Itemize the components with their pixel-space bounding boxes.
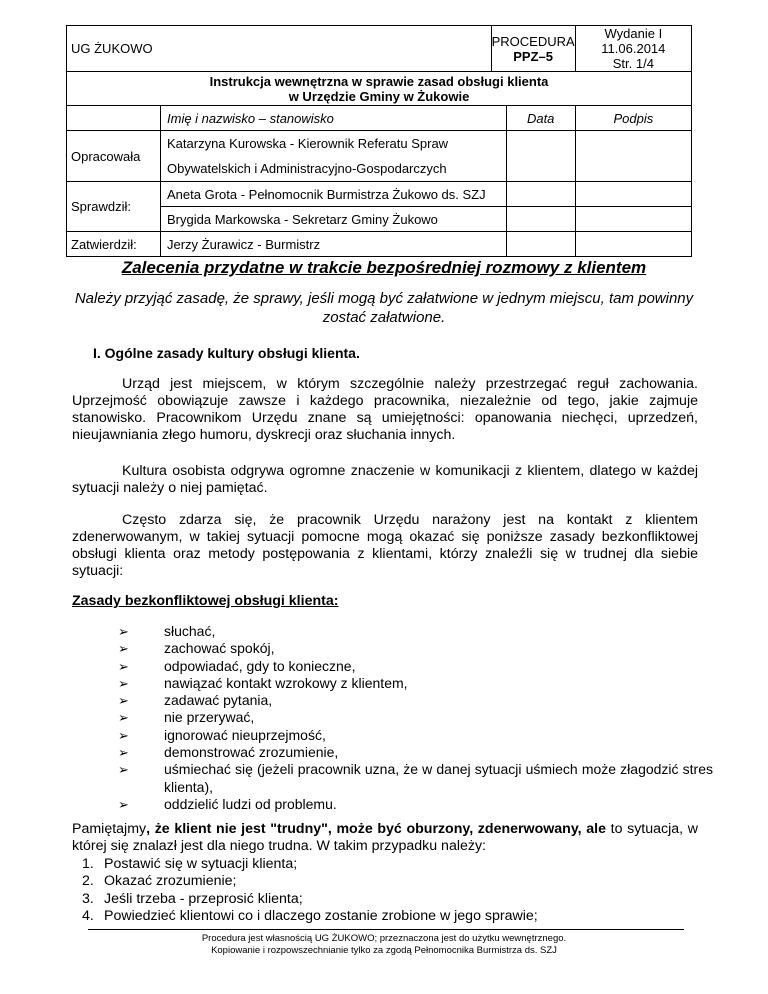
step-item xyxy=(82,873,702,890)
list-item-text: zachować spokój, xyxy=(164,640,275,657)
rules-list xyxy=(118,623,713,813)
list-item xyxy=(118,709,713,726)
list-item xyxy=(118,744,713,761)
list-item-text: odpowiadać, gdy to konieczne, xyxy=(164,657,356,674)
date-cell xyxy=(506,207,575,232)
list-item xyxy=(118,675,713,692)
list-item xyxy=(118,761,713,796)
instruction-title: Instrukcja wewnętrzna w sprawie zasad obsługi klienta w Urzędzie Gminy w Żukowie xyxy=(67,72,692,106)
arrow-bullet-icon: ➢ xyxy=(118,693,129,709)
sign-cell xyxy=(575,182,691,207)
arrow-bullet-icon: ➢ xyxy=(118,624,129,639)
list-item-text: zadawać pytania, xyxy=(164,692,273,709)
step-number: 4. xyxy=(82,907,94,924)
prepared-person-1: Katarzyna Kurowska - Kierownik Referatu Spraw xyxy=(161,131,507,157)
col-date-header: Data xyxy=(506,106,575,131)
step-item xyxy=(82,856,702,873)
list-item-text: ignorować nieuprzejmość, xyxy=(164,726,326,743)
approved-person: Jerzy Żurawicz - Burmistrz xyxy=(161,232,507,257)
arrow-bullet-icon: ➢ xyxy=(118,796,129,812)
arrow-bullet-icon: ➢ xyxy=(118,762,129,778)
step-text: Powiedzieć klientowi co i dlaczego zostanie zrobione w jego sprawie; xyxy=(104,907,538,924)
checked-person-1: Aneta Grota - Pełnomocnik Burmistrza Żukowo ds. SZJ xyxy=(161,182,507,207)
step-item xyxy=(82,908,702,925)
paragraph-3: Często zdarza się, że pracownik Urzędu narażony jest na kontakt z klientem zdenerwowanym, w takiej sytuacji pomocne mogą okazać się poniższe zasady bezkonfliktowej obsługi klienta oraz metody postępowania z klientami, którzy znaleźli się w trudnej dla siebie sytuacji: xyxy=(72,512,698,579)
list-item-text: demonstrować zrozumienie, xyxy=(164,744,339,761)
prepared-person-2: Obywatelskich i Administracyjno-Gospodarczych xyxy=(161,156,507,182)
section-heading: I. Ogólne zasady kultury obsługi klienta. xyxy=(93,345,360,361)
label-checked: Sprawdził: xyxy=(67,182,161,232)
arrow-bullet-icon: ➢ xyxy=(118,727,129,743)
arrow-bullet-icon: ➢ xyxy=(118,658,129,674)
col-sign-header: Podpis xyxy=(575,106,691,131)
list-item-text: oddzielić ludzi od problemu. xyxy=(164,795,337,812)
arrow-bullet-icon: ➢ xyxy=(118,745,129,761)
checked-person-2: Brygida Markowska - Sekretarz Gminy Żukowo xyxy=(161,207,507,232)
arrow-bullet-icon: ➢ xyxy=(118,710,129,726)
paragraph-2: Kultura osobista odgrywa ogromne znaczenie w komunikacji z klientem, dlatego w każdej sytuacji należy o niej pamiętać. xyxy=(72,463,698,496)
list-item xyxy=(118,692,713,709)
footer-divider xyxy=(88,929,684,930)
arrow-bullet-icon: ➢ xyxy=(118,641,129,657)
list-item xyxy=(118,796,713,813)
sign-cell xyxy=(575,207,691,232)
motto: Należy przyjąć zasadę, że sprawy, jeśli mogą być załatwione w jednym miejscu, tam powinny zostać załatwione. xyxy=(74,290,694,326)
org-name: UG ŻUKOWO xyxy=(67,26,492,72)
list-item-text: uśmiechać się (jeżeli pracownik uzna, że w danej sytuacji uśmiech może złagodzić stres klienta), xyxy=(164,761,713,795)
list-item xyxy=(118,623,713,640)
list-item xyxy=(118,640,713,657)
list-item xyxy=(118,727,713,744)
step-text: Okazać zrozumienie; xyxy=(104,873,237,890)
step-number: 3. xyxy=(82,890,94,907)
sign-cell xyxy=(575,232,691,257)
list-item-text: słuchać, xyxy=(164,623,216,639)
label-approved: Zatwierdził: xyxy=(67,232,161,257)
date-cell xyxy=(506,131,575,182)
empty-corner xyxy=(67,106,161,131)
list-item-text: nawiązać kontakt wzrokowy z klientem, xyxy=(164,674,408,691)
remember-paragraph: Pamiętajmy, że klient nie jest "trudny", może być oburzony, zdenerwowany, ale to sytuacja, w której się znalazł jest dla niego trudna. W takim przypadku należy: xyxy=(72,821,698,854)
col-name-header: Imię i nazwisko – stanowisko xyxy=(161,106,507,131)
sign-cell xyxy=(575,131,691,182)
arrow-bullet-icon: ➢ xyxy=(118,675,129,691)
list-item-text: nie przerywać, xyxy=(164,709,255,726)
page-title: Zalecenia przydatne w trakcie bezpośredniej rozmowy z klientem xyxy=(121,258,647,277)
footer: Procedura jest własnością UG ŻUKOWO; przeznaczona jest do użytku wewnętrznego. Kopiowanie i rozpowszechnianie tylko za zgodą Pełnomocnika Burmistrza ds. SZJ xyxy=(201,933,567,956)
label-prepared: Opracowała xyxy=(67,131,161,182)
step-number: 1. xyxy=(82,856,94,872)
step-item xyxy=(82,891,702,908)
step-number: 2. xyxy=(82,873,94,890)
date-cell xyxy=(506,182,575,207)
step-text: Jeśli trzeba - przeprosić klienta; xyxy=(104,890,303,907)
rules-heading: Zasady bezkonfliktowej obsługi klienta: xyxy=(72,593,339,609)
step-text: Postawić się w sytuacji klienta; xyxy=(104,856,298,872)
procedure-cell: PROCEDURA PPZ–5 xyxy=(491,26,575,72)
date-cell xyxy=(506,232,575,257)
paragraph-1: Urząd jest miejscem, w którym szczególnie należy przestrzegać reguł zachowania. Uprzejmość obowiązuje zawsze i każdego pracownika, niezależnie od tego, jakie zajmuje stanowisko. Pracownikom Urzędu znane są umiejętności: opanowania niechęci, uprzedzeń, nieujawniania złego humoru, dyskrecji oraz słuchania innych. xyxy=(72,376,698,443)
list-item xyxy=(118,658,713,675)
header-table xyxy=(66,25,692,257)
edition-cell: Wydanie I 11.06.2014 Str. 1/4 xyxy=(575,26,691,72)
steps-list xyxy=(82,856,702,925)
